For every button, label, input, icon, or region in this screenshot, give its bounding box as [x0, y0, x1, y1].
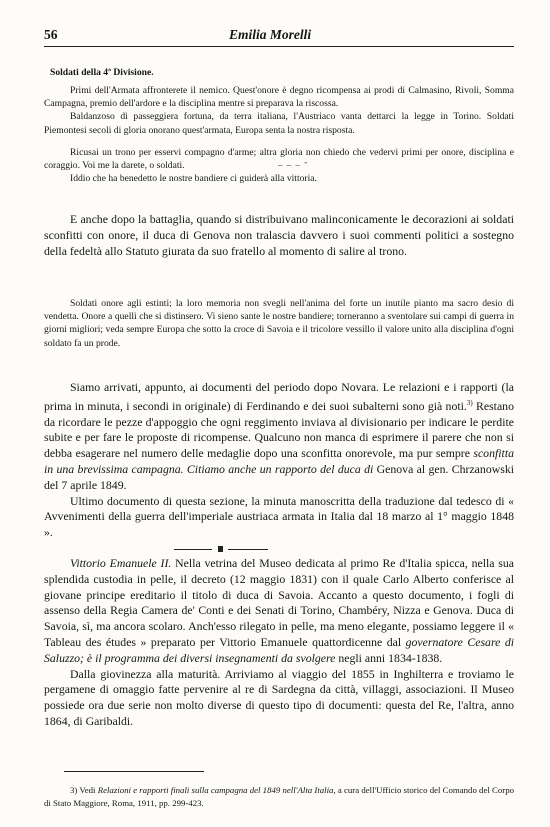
footnote	[44, 784, 514, 809]
proclamation-block	[44, 84, 514, 185]
body-paragraph: Ultimo documento di questa sezione, la minuta manoscritta della traduzione dal tedesco di « Avvenimenti della guerra dell'imperiale austriaca armata in Italia dal 18 marzo al 1° maggio 1848 ».	[44, 493, 514, 540]
body-paragraph: Siamo arrivati, appunto, ai documenti del periodo dopo Novara. Le relazioni e i rapporti (la prima in minuta, i secondi in originale) di Ferdinando e dei suoi subalterni sono già noti.$^{3)}$ Restano da ricordare le pezze d'appoggio che ogni reggimento inviava al divisionario per indicare le perdite subite e per fare le proposte di ricompense. Qualcuno non manca di esprimere il parere che non si debba esagerare nel numero delle medaglie dopo una sconfitta onorevole, ma pur sempre sconfitta in una brevissima campagna. Citiamo anche un rapporto del duca di Genova al gen. Chrzanowski del 7 aprile 1849.	[44, 380, 515, 492]
page-number: 56	[44, 27, 58, 42]
footnote-text: 3) Vedi Relazioni e rapporti finali sulla campagna del 1849 nell'Alta Italia, a cura dell'Ufficio storico del Comando del Corpo di Stato Maggiore, Roma, 1911, pp. 299-423.	[44, 785, 514, 808]
proclamation-paragraph: Baldanzoso di passeggiera fortuna, da terra italiana, l'Austriaco vanta dettarci la legge in Torino. Soldati Piemontesi secoli di gloria onorano quest'armata, Europa senta la nostra risposta.	[44, 111, 514, 136]
footnote-reference: 3)	[466, 398, 473, 407]
running-header	[44, 26, 514, 47]
body-paragraph: E anche dopo la battaglia, quando si distribuivano malinconicamente le decorazioni ai soldati sconfitti con onore, il duca di Genova non tralascia davvero i suoi commenti politici a sostegno della fedeltà allo Statuto giurata da suo fratello al momento di salire al trono.	[44, 212, 514, 258]
section-lead: Vittorio Emanuele II.	[70, 556, 172, 570]
book-page	[44, 0, 514, 827]
running-title: Emilia Morelli	[229, 27, 312, 42]
proclamation-paragraph: Primi dell'Armata affronterete il nemico. Quest'onore è degno ricompensa ai prodi di Calmasino, Rivoli, Somma Campagna, premio dell'ardore e la disciplina mentre si preparava la riscossa.	[44, 85, 514, 110]
proclamation-paragraph: Ricusai un trono per esservi compagno d'arme; altra gloria non chiedo che vedervi primi per onore, disciplina e coraggio. Voi me la darete, o soldati.	[44, 146, 514, 172]
separator-bar	[174, 549, 212, 550]
body-paragraph: Dalla giovinezza alla maturità. Arriviamo al viaggio del 1855 in Inghilterra e troviamo le pergamene di omaggio fatte pervenire al re di Sardegna da città, villaggi, associazioni. Il Museo possiede ora due serie non molto diverse di questo tipo di documenti: questa del Re, l'altra, anno 1864, di Garibaldi.	[44, 666, 514, 728]
section-title: Soldati della 4ª Divisione.	[50, 67, 154, 78]
vittorio-emanuele-section	[44, 556, 514, 730]
inline-separator-marks: _ _ _ -	[278, 157, 309, 167]
proclamation-paragraph: Iddio che ha benedetto le nostre bandiere ci guiderà alla vittoria.	[70, 173, 317, 185]
body-paragraph-block	[44, 212, 514, 259]
separator-dot	[218, 546, 223, 552]
documents-section	[44, 380, 514, 541]
ornamental-separator	[174, 544, 274, 554]
body-paragraph: Vittorio Emanuele II. Nella vetrina del Museo dedicata al primo Re d'Italia spicca, nella sua splendida custodia in pelle, il decreto (12 maggio 1831) con il quale Carlo Alberto conferisce al giovane principe ereditario il titolo di duca di Savoia. Accanto a questo documento, i fogli di assenso della Regia Camera de' Conti e dei Senati di Torino, Chambéry, Nizza e Genova. Duca di Savoia, sì, ma ancora scolaro. Anch'esso rilegato in pelle, ma meno elegante, possiamo leggere il « Tableau des études » preparato per Vittorio Emanuele quattordicenne dal governatore Cesare di Saluzzo; è il programma dei diversi insegnamenti da svolgere negli anni 1834-1838.	[44, 556, 515, 665]
footnote-rule	[64, 771, 204, 772]
separator-bar	[228, 549, 268, 550]
quoted-order-paragraph: Soldati onore agli estinti; la loro memoria non svegli nell'anima del forte un inutile pianto ma sacro desio di vendetta. Onore a quelli che si distinsero. Vi sieno sante le nostre bandiere; torneranno a sventolare sui campi di guerra in giorni migliori; veda sempre Europa che sotto la croce di Savoia e il tricolore vessillo il valore unito alla disciplina d'ogni soldato fa un prode.	[44, 298, 514, 349]
quoted-order-block	[44, 297, 514, 350]
